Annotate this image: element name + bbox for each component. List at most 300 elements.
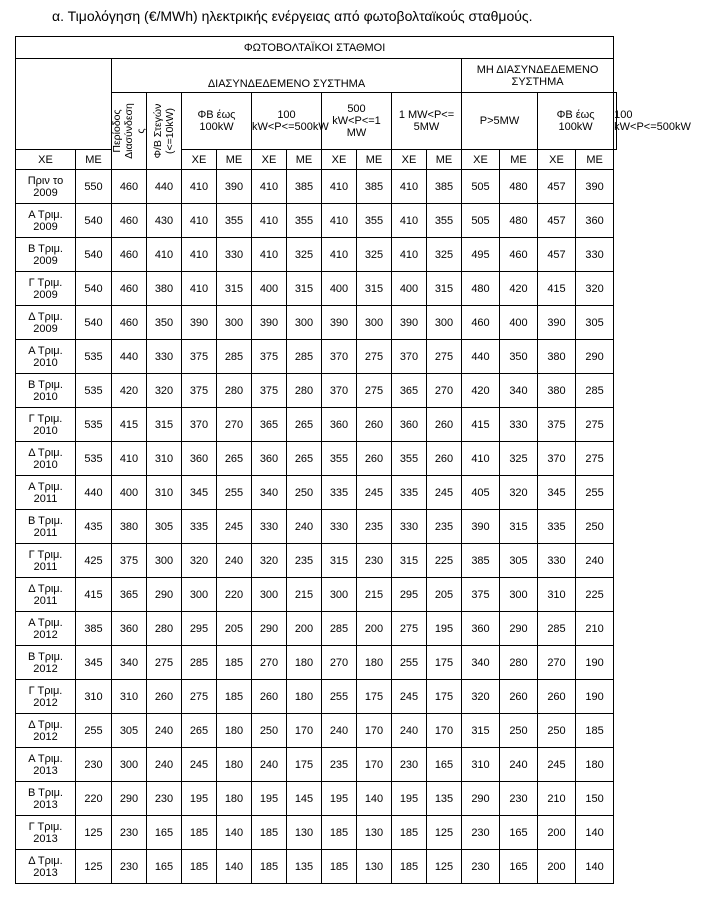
period-year: 2011 xyxy=(33,560,58,573)
header-xe: ΧΕ xyxy=(182,150,217,170)
price-cell: 390 xyxy=(182,306,217,340)
price-cell: 240 xyxy=(576,544,614,578)
price-cell: 170 xyxy=(287,714,322,748)
price-cell: 360 xyxy=(392,408,427,442)
price-cell: 310 xyxy=(538,578,576,612)
price-cell: 320 xyxy=(182,544,217,578)
price-cell: 240 xyxy=(252,748,287,782)
price-cell: 245 xyxy=(427,476,462,510)
price-cell: 335 xyxy=(322,476,357,510)
price-cell: 370 xyxy=(538,442,576,476)
price-cell: 165 xyxy=(427,748,462,782)
price-cell: 230 xyxy=(147,782,182,816)
price-cell: 410 xyxy=(322,170,357,204)
price-cell: 195 xyxy=(427,612,462,646)
price-cell: 250 xyxy=(538,714,576,748)
table-row xyxy=(16,272,617,306)
price-cell: 335 xyxy=(538,510,576,544)
price-cell: 185 xyxy=(392,850,427,884)
price-cell: 315 xyxy=(147,408,182,442)
price-cell: 457 xyxy=(538,238,576,272)
price-cell: 285 xyxy=(287,340,322,374)
price-cell: 255 xyxy=(576,476,614,510)
price-cell: 390 xyxy=(252,306,287,340)
period-cell xyxy=(16,306,76,340)
table-row xyxy=(16,578,617,612)
price-cell: 245 xyxy=(538,748,576,782)
header-xe: ΧΕ xyxy=(462,150,500,170)
header-me: ΜΕ xyxy=(427,150,462,170)
price-cell: 260 xyxy=(252,680,287,714)
price-cell: 195 xyxy=(322,782,357,816)
price-cell: 130 xyxy=(357,850,392,884)
price-cell: 355 xyxy=(287,204,322,238)
table-row xyxy=(16,442,617,476)
period-label: Β Τριμ. xyxy=(27,378,63,391)
price-cell: 300 xyxy=(427,306,462,340)
price-cell: 200 xyxy=(287,612,322,646)
price-cell: 260 xyxy=(427,408,462,442)
price-cell: 415 xyxy=(538,272,576,306)
price-cell: 440 xyxy=(462,340,500,374)
price-cell: 275 xyxy=(392,612,427,646)
price-cell: 330 xyxy=(252,510,287,544)
price-cell: 140 xyxy=(217,816,252,850)
price-cell: 420 xyxy=(500,272,538,306)
price-cell: 260 xyxy=(500,680,538,714)
header-me: ΜΕ xyxy=(217,150,252,170)
price-cell: 410 xyxy=(182,272,217,306)
price-cell: 305 xyxy=(500,544,538,578)
price-cell: 320 xyxy=(500,476,538,510)
price-cell: 460 xyxy=(112,204,147,238)
period-year: 2010 xyxy=(33,458,58,471)
price-cell: 360 xyxy=(252,442,287,476)
price-cell: 460 xyxy=(112,238,147,272)
price-cell: 345 xyxy=(182,476,217,510)
price-cell: 405 xyxy=(462,476,500,510)
price-cell: 230 xyxy=(462,816,500,850)
table-row xyxy=(16,306,617,340)
header-cat-500kw-1mw: 500 kW<P<=1 MW xyxy=(322,93,392,150)
price-cell: 180 xyxy=(217,714,252,748)
price-cell: 245 xyxy=(357,476,392,510)
price-cell: 315 xyxy=(427,272,462,306)
price-cell: 185 xyxy=(217,680,252,714)
price-cell: 270 xyxy=(322,646,357,680)
period-label: Α Τριμ. xyxy=(28,616,63,629)
period-year: 2011 xyxy=(33,492,58,505)
price-cell: 270 xyxy=(427,374,462,408)
price-cell: 165 xyxy=(147,816,182,850)
price-cell: 410 xyxy=(252,170,287,204)
price-cell: 375 xyxy=(182,340,217,374)
price-cell: 505 xyxy=(462,204,500,238)
period-cell xyxy=(16,612,76,646)
price-cell: 185 xyxy=(182,850,217,884)
price-cell: 385 xyxy=(427,170,462,204)
price-cell: 180 xyxy=(217,782,252,816)
period-cell xyxy=(16,170,76,204)
price-cell: 390 xyxy=(217,170,252,204)
period-year: 2009 xyxy=(33,186,58,199)
price-cell: 365 xyxy=(112,578,147,612)
price-cell: 140 xyxy=(576,850,614,884)
price-cell: 380 xyxy=(112,510,147,544)
price-cell: 550 xyxy=(76,170,112,204)
table-row xyxy=(16,170,617,204)
price-cell: 225 xyxy=(576,578,614,612)
period-year: 2013 xyxy=(33,832,58,845)
period-year: 2013 xyxy=(33,764,58,777)
table-caption: α. Τιμολόγηση (€/MWh) ηλεκτρικής ενέργειας από φωτοβολταϊκούς σταθμούς. xyxy=(52,8,533,24)
price-cell: 390 xyxy=(538,306,576,340)
period-cell xyxy=(16,374,76,408)
price-cell: 220 xyxy=(76,782,112,816)
price-cell: 185 xyxy=(252,850,287,884)
price-cell: 370 xyxy=(322,374,357,408)
price-cell: 540 xyxy=(76,306,112,340)
price-cell: 280 xyxy=(217,374,252,408)
price-cell: 355 xyxy=(392,442,427,476)
price-cell: 175 xyxy=(357,680,392,714)
price-cell: 270 xyxy=(538,646,576,680)
header-pv-stations: ΦΩΤΟΒΟΛΤΑΪΚΟΙ ΣΤΑΘΜΟΙ xyxy=(16,37,614,59)
period-year: 2011 xyxy=(33,594,58,607)
price-cell: 365 xyxy=(252,408,287,442)
price-cell: 540 xyxy=(76,204,112,238)
price-cell: 230 xyxy=(357,544,392,578)
price-cell: 320 xyxy=(147,374,182,408)
price-cell: 360 xyxy=(576,204,614,238)
header-non-interconnected: ΜΗ ΔΙΑΣΥΝΔΕΔΕΜΕΝΟ ΣΥΣΤΗΜΑ xyxy=(462,59,614,93)
price-cell: 230 xyxy=(462,850,500,884)
price-cell: 300 xyxy=(500,578,538,612)
price-cell: 185 xyxy=(182,816,217,850)
price-cell: 225 xyxy=(427,544,462,578)
price-cell: 305 xyxy=(576,306,614,340)
price-cell: 315 xyxy=(322,544,357,578)
price-cell: 355 xyxy=(217,204,252,238)
price-cell: 290 xyxy=(112,782,147,816)
price-cell: 460 xyxy=(112,170,147,204)
period-year: 2009 xyxy=(33,220,58,233)
price-cell: 170 xyxy=(357,714,392,748)
header-cat-over-5mw: P>5MW xyxy=(462,93,538,150)
price-cell: 235 xyxy=(287,544,322,578)
price-cell: 370 xyxy=(182,408,217,442)
price-cell: 175 xyxy=(427,646,462,680)
period-cell xyxy=(16,544,76,578)
price-cell: 325 xyxy=(427,238,462,272)
period-label: Δ Τριμ. xyxy=(28,446,63,459)
price-cell: 457 xyxy=(538,170,576,204)
price-cell: 290 xyxy=(500,612,538,646)
price-cell: 330 xyxy=(322,510,357,544)
price-cell: 385 xyxy=(357,170,392,204)
price-cell: 375 xyxy=(112,544,147,578)
price-cell: 325 xyxy=(287,238,322,272)
price-cell: 275 xyxy=(147,646,182,680)
price-cell: 410 xyxy=(322,238,357,272)
price-cell: 330 xyxy=(147,340,182,374)
price-cell: 375 xyxy=(538,408,576,442)
price-cell: 240 xyxy=(287,510,322,544)
header-period: Περίοδος Διασύνδεση ς xyxy=(112,93,147,170)
price-cell: 140 xyxy=(217,850,252,884)
table-row xyxy=(16,748,617,782)
price-cell: 305 xyxy=(147,510,182,544)
price-cell: 200 xyxy=(538,850,576,884)
price-cell: 370 xyxy=(322,340,357,374)
price-cell: 410 xyxy=(392,204,427,238)
price-cell: 245 xyxy=(392,680,427,714)
table-row xyxy=(16,714,617,748)
price-cell: 355 xyxy=(357,204,392,238)
price-cell: 285 xyxy=(576,374,614,408)
price-cell: 255 xyxy=(217,476,252,510)
price-cell: 140 xyxy=(357,782,392,816)
price-cell: 125 xyxy=(427,816,462,850)
price-cell: 535 xyxy=(76,408,112,442)
price-cell: 340 xyxy=(500,374,538,408)
price-cell: 185 xyxy=(322,816,357,850)
price-cell: 325 xyxy=(357,238,392,272)
price-cell: 190 xyxy=(576,646,614,680)
price-cell: 410 xyxy=(182,170,217,204)
price-cell: 340 xyxy=(252,476,287,510)
price-cell: 410 xyxy=(147,238,182,272)
price-cell: 275 xyxy=(182,680,217,714)
price-cell: 460 xyxy=(112,272,147,306)
period-year: 2011 xyxy=(33,526,58,539)
header-me: ΜΕ xyxy=(576,150,614,170)
price-cell: 305 xyxy=(112,714,147,748)
period-cell xyxy=(16,510,76,544)
price-cell: 350 xyxy=(500,340,538,374)
price-cell: 200 xyxy=(538,816,576,850)
price-cell: 330 xyxy=(217,238,252,272)
price-cell: 185 xyxy=(252,816,287,850)
price-cell: 260 xyxy=(538,680,576,714)
price-cell: 260 xyxy=(357,408,392,442)
period-year: 2010 xyxy=(33,356,58,369)
period-year: 2010 xyxy=(33,390,58,403)
price-cell: 340 xyxy=(112,646,147,680)
header-non-cat-100-500kw: 100 kW<P<=500kW xyxy=(614,93,617,150)
price-cell: 220 xyxy=(217,578,252,612)
period-cell xyxy=(16,442,76,476)
price-cell: 330 xyxy=(576,238,614,272)
price-cell: 135 xyxy=(287,850,322,884)
period-year: 2009 xyxy=(33,288,58,301)
price-cell: 145 xyxy=(287,782,322,816)
period-label: Α Τριμ. xyxy=(28,752,63,765)
price-cell: 420 xyxy=(462,374,500,408)
period-label: Β Τριμ. xyxy=(27,650,63,663)
header-me: ΜΕ xyxy=(357,150,392,170)
price-cell: 180 xyxy=(576,748,614,782)
price-cell: 410 xyxy=(462,442,500,476)
table-row xyxy=(16,204,617,238)
price-cell: 240 xyxy=(322,714,357,748)
period-year: 2012 xyxy=(33,628,58,641)
price-cell: 390 xyxy=(322,306,357,340)
price-cell: 215 xyxy=(287,578,322,612)
period-label: Β Τριμ. xyxy=(27,242,63,255)
price-cell: 205 xyxy=(427,578,462,612)
price-cell: 410 xyxy=(252,238,287,272)
price-cell: 400 xyxy=(252,272,287,306)
price-cell: 385 xyxy=(287,170,322,204)
table-row xyxy=(16,374,617,408)
price-cell: 130 xyxy=(287,816,322,850)
header-non-cat-upto-100kw: ΦΒ έως 100kW xyxy=(538,93,614,150)
price-cell: 410 xyxy=(252,204,287,238)
price-cell: 270 xyxy=(252,646,287,680)
price-cell: 457 xyxy=(538,204,576,238)
price-cell: 540 xyxy=(76,238,112,272)
price-cell: 185 xyxy=(392,816,427,850)
table-row xyxy=(16,340,617,374)
period-cell xyxy=(16,850,76,884)
price-cell: 425 xyxy=(76,544,112,578)
price-cell: 265 xyxy=(217,442,252,476)
price-cell: 540 xyxy=(76,272,112,306)
period-label: Δ Τριμ. xyxy=(28,718,63,731)
price-cell: 165 xyxy=(500,816,538,850)
header-xe: ΧΕ xyxy=(16,150,76,170)
price-cell: 185 xyxy=(322,850,357,884)
price-cell: 300 xyxy=(322,578,357,612)
price-cell: 375 xyxy=(252,374,287,408)
price-cell: 300 xyxy=(182,578,217,612)
price-cell: 410 xyxy=(322,204,357,238)
table-row xyxy=(16,510,617,544)
price-cell: 535 xyxy=(76,340,112,374)
price-cell: 300 xyxy=(147,544,182,578)
price-cell: 250 xyxy=(252,714,287,748)
period-label: Α Τριμ. xyxy=(28,344,63,357)
period-year: 2012 xyxy=(33,730,58,743)
price-cell: 295 xyxy=(182,612,217,646)
price-cell: 240 xyxy=(500,748,538,782)
price-cell: 260 xyxy=(427,442,462,476)
price-cell: 175 xyxy=(427,680,462,714)
period-year: 2012 xyxy=(33,696,58,709)
price-cell: 165 xyxy=(147,850,182,884)
period-year: 2013 xyxy=(33,866,58,879)
price-cell: 210 xyxy=(538,782,576,816)
price-cell: 230 xyxy=(112,816,147,850)
price-cell: 365 xyxy=(392,374,427,408)
table-row xyxy=(16,476,617,510)
price-cell: 320 xyxy=(576,272,614,306)
price-cell: 265 xyxy=(287,408,322,442)
price-cell: 240 xyxy=(392,714,427,748)
price-cell: 315 xyxy=(462,714,500,748)
price-cell: 480 xyxy=(462,272,500,306)
price-cell: 410 xyxy=(392,170,427,204)
table-row xyxy=(16,612,617,646)
price-cell: 245 xyxy=(217,510,252,544)
price-cell: 185 xyxy=(576,714,614,748)
price-cell: 415 xyxy=(112,408,147,442)
period-label: Δ Τριμ. xyxy=(28,582,63,595)
price-cell: 255 xyxy=(322,680,357,714)
price-cell: 250 xyxy=(576,510,614,544)
price-cell: 300 xyxy=(357,306,392,340)
header-xe: ΧΕ xyxy=(252,150,287,170)
period-label: Δ Τριμ. xyxy=(28,854,63,867)
price-cell: 355 xyxy=(427,204,462,238)
price-cell: 280 xyxy=(287,374,322,408)
price-cell: 310 xyxy=(76,680,112,714)
price-cell: 260 xyxy=(357,442,392,476)
header-interconnected: ΔΙΑΣΥΝΔΕΔΕΜΕΝΟ ΣΥΣΤΗΜΑ xyxy=(112,59,462,93)
price-cell: 400 xyxy=(392,272,427,306)
price-cell: 265 xyxy=(182,714,217,748)
price-cell: 375 xyxy=(182,374,217,408)
price-cell: 360 xyxy=(112,612,147,646)
header-xe: ΧΕ xyxy=(538,150,576,170)
price-cell: 495 xyxy=(462,238,500,272)
table-row xyxy=(16,782,617,816)
price-cell: 290 xyxy=(462,782,500,816)
table-row xyxy=(16,850,617,884)
price-cell: 190 xyxy=(576,680,614,714)
price-cell: 230 xyxy=(112,850,147,884)
header-xe-me-row xyxy=(16,150,617,170)
header-me: ΜΕ xyxy=(500,150,538,170)
price-cell: 300 xyxy=(252,578,287,612)
price-cell: 250 xyxy=(500,714,538,748)
price-cell: 390 xyxy=(462,510,500,544)
price-cell: 345 xyxy=(76,646,112,680)
price-cell: 165 xyxy=(500,850,538,884)
price-cell: 375 xyxy=(462,578,500,612)
header-xe: ΧΕ xyxy=(392,150,427,170)
price-cell: 150 xyxy=(576,782,614,816)
period-cell xyxy=(16,340,76,374)
price-cell: 290 xyxy=(576,340,614,374)
price-cell: 230 xyxy=(392,748,427,782)
price-cell: 125 xyxy=(76,816,112,850)
period-cell xyxy=(16,748,76,782)
price-cell: 380 xyxy=(538,374,576,408)
price-cell: 280 xyxy=(500,646,538,680)
price-cell: 195 xyxy=(392,782,427,816)
price-cell: 360 xyxy=(462,612,500,646)
price-cell: 180 xyxy=(357,646,392,680)
price-cell: 310 xyxy=(147,476,182,510)
price-cell: 300 xyxy=(112,748,147,782)
price-cell: 410 xyxy=(112,442,147,476)
price-cell: 330 xyxy=(500,408,538,442)
price-cell: 180 xyxy=(287,680,322,714)
tariff-table xyxy=(15,36,691,884)
header-roof-pv: Φ/Β Στεγών (<=10kW) xyxy=(147,93,182,170)
price-cell: 175 xyxy=(287,748,322,782)
period-cell xyxy=(16,714,76,748)
price-cell: 320 xyxy=(252,544,287,578)
price-cell: 460 xyxy=(112,306,147,340)
period-year: 2009 xyxy=(33,322,58,335)
price-cell: 285 xyxy=(217,340,252,374)
price-cell: 275 xyxy=(427,340,462,374)
price-cell: 415 xyxy=(76,578,112,612)
price-cell: 265 xyxy=(287,442,322,476)
